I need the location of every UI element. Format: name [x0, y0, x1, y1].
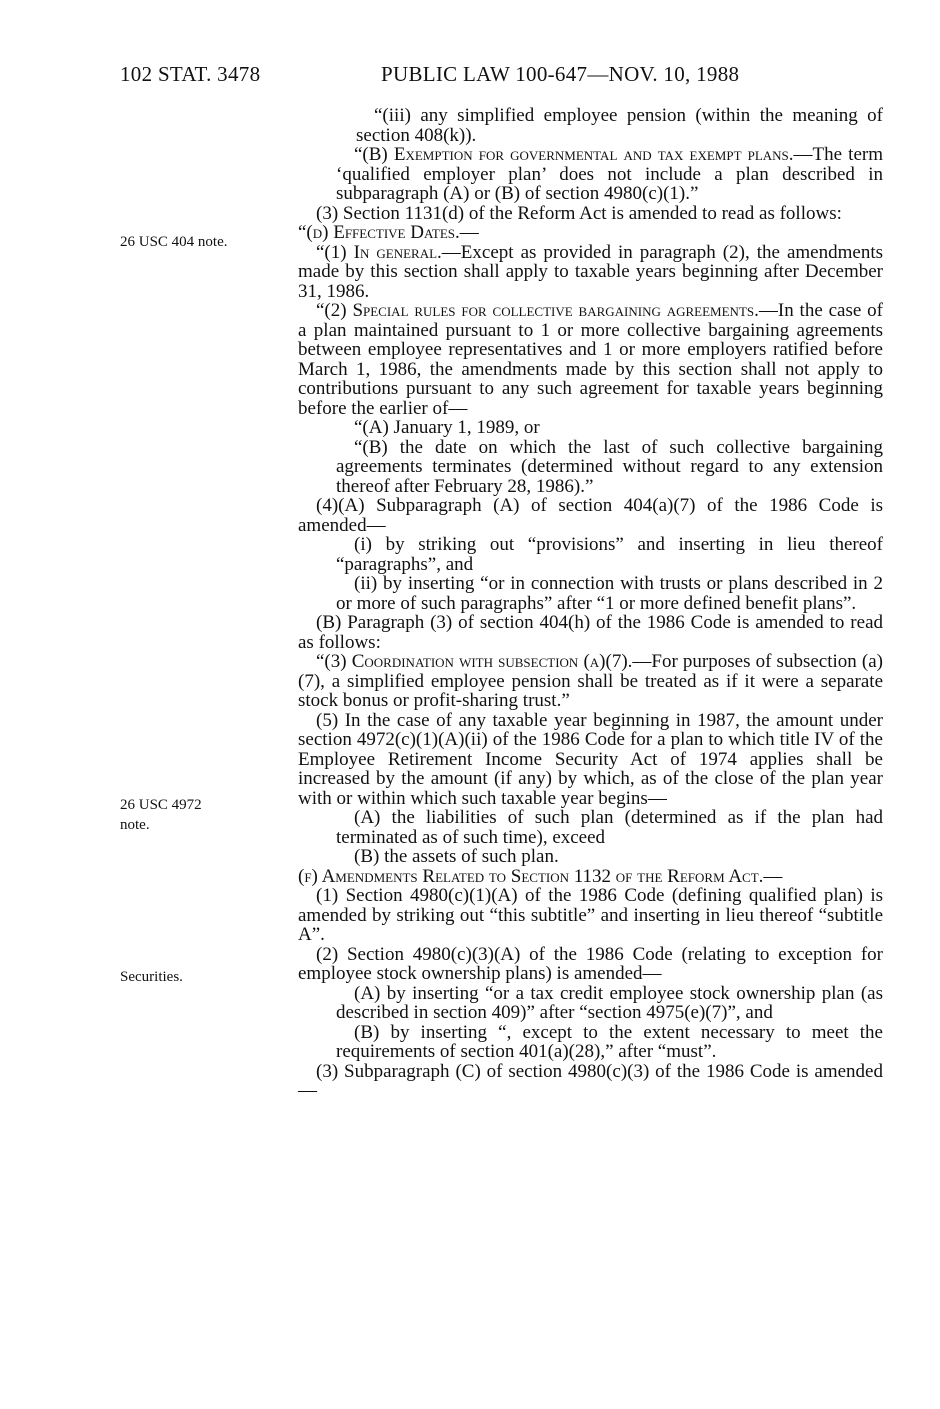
statute-body	[298, 106, 883, 1101]
page-stat-number: 102 STAT. 3478	[120, 62, 261, 86]
paragraph-2-text: —In the case of a plan maintained pursuant to 1 or more collective bargaining agreements between employee representatives and 1 or more employers ratified before March 1, 1986, the amendments made by this section shall not apply to contributions pursuant to any such agreement for taxable years beginning before the earlier of—	[298, 300, 884, 419]
paragraph-1-heading: “(1) In general.	[316, 241, 442, 263]
subsection-f-amendments	[298, 867, 883, 887]
subsection-d-dash: —	[459, 222, 479, 243]
paragraph-f2: (2) Section 4980(c)(3)(A) of the 1986 Code (relating to exception for employee stock ownership plans) is amended—	[298, 943, 883, 984]
paragraph-2-special-rules	[298, 301, 883, 418]
paragraph-1-text: —Except as provided in paragraph (2), the amendments made by this section shall apply to taxable years beginning after December 31, 1986.	[298, 241, 883, 302]
page-header-title: PUBLIC LAW 100-647—NOV. 10, 1988	[381, 62, 740, 86]
clause-ii-inserting: (ii) by inserting “or in connection with trusts or plans described in 2 or more of such paragraphs” after “1 or more defined benefit plans”.	[336, 573, 883, 614]
subsection-d-heading: “(d) Effective Dates.	[298, 222, 460, 243]
paragraph-3-coordination	[298, 652, 883, 711]
clause-iii: “(iii) any simplified employee pension (within the meaning of section 408(k)).	[356, 105, 883, 146]
item-b-collective-bargaining: “(B) the date on which the last of such collective bargaining agreements terminates (determined without regard to any extension thereof after February 28, 1986).”	[336, 436, 883, 497]
subsection-f-heading: (f) Amendments Related to Section 1132 of the Reform Act.	[298, 865, 764, 887]
item-a-liabilities: (A) the liabilities of such plan (determined as if the plan had terminated as of such time), exceed	[336, 807, 883, 848]
margin-note-securities: Securities.	[120, 969, 183, 985]
coordination-heading: “(3) Coordination with subsection (a)(7).	[316, 651, 633, 672]
coordination-text: —For purposes of subsection (a)(7), a simplified employee pension shall be treated as if it were a separate stock bonus or profit-sharing trust.”	[298, 651, 883, 711]
margin-note-404: 26 USC 404 note.	[120, 234, 228, 250]
item-f2b: (B) by inserting “, except to the extent necessary to meet the requirements of section 401(a)(28),” after “must”.	[336, 1021, 883, 1062]
paragraph-f3: (3) Subparagraph (C) of section 4980(c)(3) of the 1986 Code is amended—	[298, 1060, 883, 1101]
margin-note-4972	[120, 795, 202, 835]
subsection-d-effective-dates	[298, 223, 883, 243]
subsection-f-dash: —	[763, 865, 783, 887]
margin-note-4972-line2: note.	[120, 817, 150, 833]
paragraph-1-in-general	[298, 243, 883, 302]
item-a-january: “(A) January 1, 1989, or	[354, 417, 540, 438]
item-f2a: (A) by inserting “or a tax credit employee stock ownership plan (as described in section 409)” after “section 4975(e)(7)”, and	[336, 982, 883, 1023]
paragraph-f1: (1) Section 4980(c)(1)(A) of the 1986 Code (defining qualified plan) is amended by striking out “this subtitle” and inserting in lieu thereof “subtitle A”.	[298, 885, 883, 945]
item-b-assets: (B) the assets of such plan.	[354, 846, 559, 867]
paragraph-4b: (B) Paragraph (3) of section 404(h) of the 1986 Code is amended to read as follows:	[298, 612, 883, 653]
margin-note-4972-line1: 26 USC 4972	[120, 797, 202, 813]
paragraph-5-taxable-year: (5) In the case of any taxable year beginning in 1987, the amount under section 4972(c)(1)(A)(ii) of the 1986 Code for a plan to which title IV of the Employee Retirement Income Security Act of 1974 applies shall be increased by the amount (if any) by which, as of the close of the plan year with or within which such taxable year begins—	[298, 709, 883, 809]
subparagraph-b-text: —The term ‘qualified employer plan’ does not include a plan described in subparagraph (A) or (B) of section 4980(c)(1).”	[336, 144, 883, 204]
paragraph-4a: (4)(A) Subparagraph (A) of section 404(a)(7) of the 1986 Code is amended—	[298, 495, 883, 536]
subparagraph-b-heading: “(B) Exemption for governmental and tax exempt plans.	[354, 144, 794, 165]
paragraph-2-heading: “(2) Special rules for collective bargaining agreements.	[316, 300, 759, 321]
clause-i-striking: (i) by striking out “provisions” and inserting in lieu thereof “paragraphs”, and	[336, 534, 883, 575]
paragraph-3-reform-act: (3) Section 1131(d) of the Reform Act is amended to read as follows:	[316, 202, 842, 224]
subparagraph-b-exemption	[298, 145, 883, 204]
